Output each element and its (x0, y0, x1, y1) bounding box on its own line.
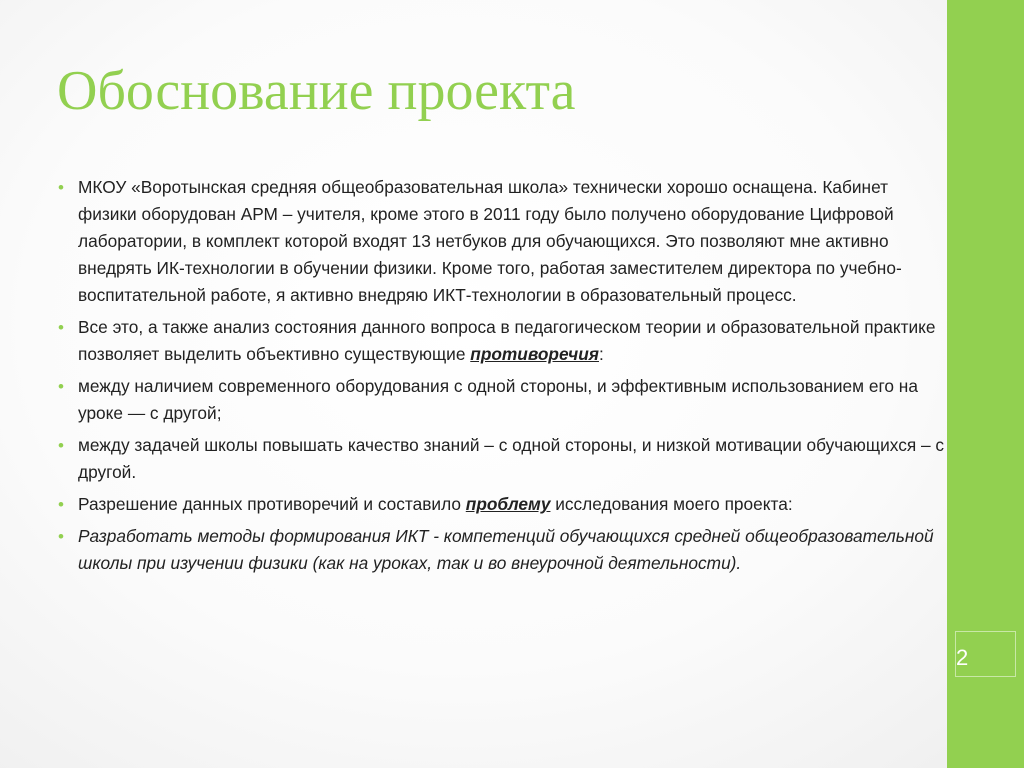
bullet-dot-icon: • (58, 436, 64, 455)
bullet-item-contradiction-1 (58, 373, 948, 427)
bullet-text-before: Все это, а также анализ состояния данного вопроса в педагогическом теории и образовательной практике позволяет выделить объективно существующие (78, 317, 936, 364)
bullet-text (78, 494, 793, 514)
bullet-text: МКОУ «Воротынская средняя общеобразовательная школа» технически хорошо оснащена. Кабинет физики оборудован АРМ – учителя, кроме этого в 2011 году было получено оборудование Цифровой лаборатории, в комплект которой входят 13 нетбуков для обучающихся. Это позволяют мне активно внедрять ИК-технологии в обучении физики. Кроме того, работая заместителем директора по учебно-воспитательной работе, я активно внедряю ИКТ-технологии в образовательный процесс. (78, 177, 902, 305)
bullet-item-contradiction-2 (58, 432, 948, 486)
bullet-text-before: Разрешение данных противоречий и составило (78, 494, 466, 514)
bullet-text-after: исследования моего проекта: (550, 494, 793, 514)
bullet-text: между задачей школы повышать качество знаний – с одной стороны, и низкой мотивации обучающихся – с другой. (78, 435, 945, 482)
bullet-dot-icon: • (58, 178, 64, 197)
slide-title: Обоснование проекта (57, 60, 576, 122)
bullet-text: Разработать методы формирования ИКТ - компетенций обучающихся средней общеобразовательной школы при изучении физики (как на уроках, так и во внеурочной деятельности). (78, 526, 934, 573)
bullet-dot-icon: • (58, 377, 64, 396)
bullet-item-goal (58, 523, 948, 577)
bullet-text-after: : (598, 344, 604, 364)
bullet-item-equipment (58, 174, 948, 309)
bullet-item-analysis (58, 314, 948, 368)
emphasis-problem: проблему (465, 494, 551, 514)
bullet-dot-icon: • (58, 318, 64, 337)
bullet-dot-icon: • (58, 527, 64, 546)
bullet-list (58, 174, 948, 582)
page-number: 2 (956, 645, 969, 670)
bullet-dot-icon: • (58, 495, 64, 514)
emphasis-contradictions: противоречия (470, 344, 599, 364)
bullet-item-problem (58, 491, 948, 518)
bullet-text (78, 317, 936, 364)
bullet-text: между наличием современного оборудования с одной стороны, и эффективным использованием его на уроке — с другой; (78, 376, 918, 423)
